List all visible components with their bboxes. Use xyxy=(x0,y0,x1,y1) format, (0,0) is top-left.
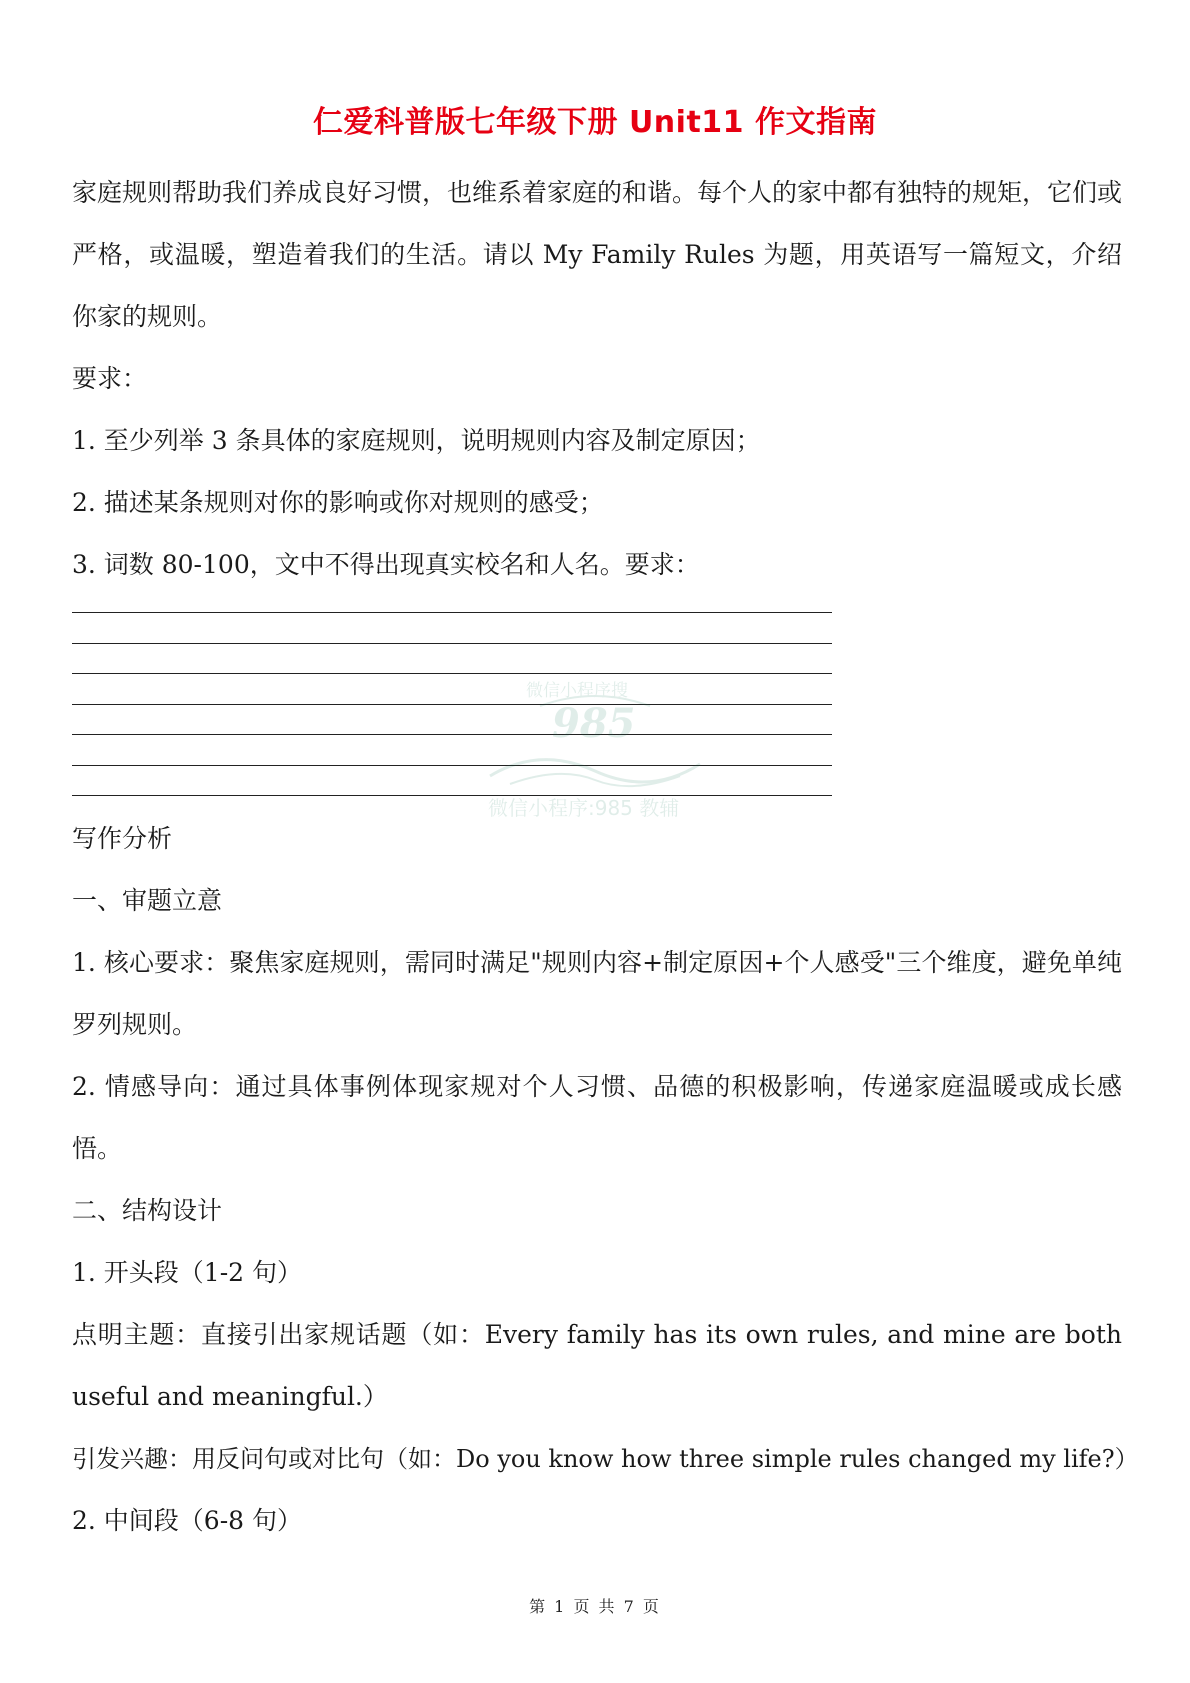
answer-line xyxy=(72,704,832,705)
analysis-item: 1. 核心要求：聚焦家庭规则，需同时满足"规则内容+制定原因+个人感受"三个维度，避免单纯罗列规则。 xyxy=(72,948,1122,1039)
opening-point: 引发兴趣：用反问句或对比句（如：Do you know how three simple rules changed my life?） xyxy=(72,1445,1139,1473)
answer-line xyxy=(72,765,832,766)
answer-line xyxy=(72,795,832,796)
requirement-item: 3. 词数 80-100，文中不得出现真实校名和人名。要求： xyxy=(72,550,700,579)
answer-line xyxy=(72,643,832,644)
watermark-number: 985 xyxy=(552,700,636,747)
answer-lines xyxy=(72,612,832,826)
prompt-intro: 家庭规则帮助我们养成良好习惯，也维系着家庭的和谐。每个人的家中都有独特的规矩，它们或严格，或温暖，塑造着我们的生活。请以 My Family Rules 为题，用英语写一篇短文，介绍你家的规则。 xyxy=(72,178,1123,331)
requirements-label: 要求： xyxy=(72,364,148,393)
prompt-section xyxy=(72,162,1122,596)
subsection-heading: 2. 中间段（6-8 句） xyxy=(72,1506,303,1535)
analysis-section xyxy=(72,808,1139,1552)
analysis-item: 2. 情感导向：通过具体事例体现家规对个人习惯、品德的积极影响，传递家庭温暖或成长感悟。 xyxy=(72,1072,1122,1163)
section-heading: 一、审题立意 xyxy=(72,886,223,915)
document-title: 仁爱科普版七年级下册 Unit11 作文指南 xyxy=(313,105,877,140)
requirement-item: 2. 描述某条规则对你的影响或你对规则的感受； xyxy=(72,488,604,517)
analysis-heading: 写作分析 xyxy=(72,824,173,853)
page-footer: 第 1 页 共 7 页 xyxy=(529,1597,661,1616)
watermark-bottom-text: 微信小程序:985 教辅 xyxy=(488,796,680,820)
opening-point: 点明主题：直接引出家规话题（如：Every family has its own rules, and mine are both useful and meaningful.） xyxy=(72,1320,1122,1411)
section-heading: 二、结构设计 xyxy=(72,1196,223,1225)
subsection-heading: 1. 开头段（1-2 句） xyxy=(72,1258,303,1287)
requirement-item: 1. 至少列举 3 条具体的家庭规则，说明规则内容及制定原因； xyxy=(72,426,761,455)
answer-line xyxy=(72,612,832,613)
answer-line xyxy=(72,673,832,674)
watermark-top-text: 微信小程序搜 xyxy=(526,681,628,701)
answer-line xyxy=(72,734,832,735)
